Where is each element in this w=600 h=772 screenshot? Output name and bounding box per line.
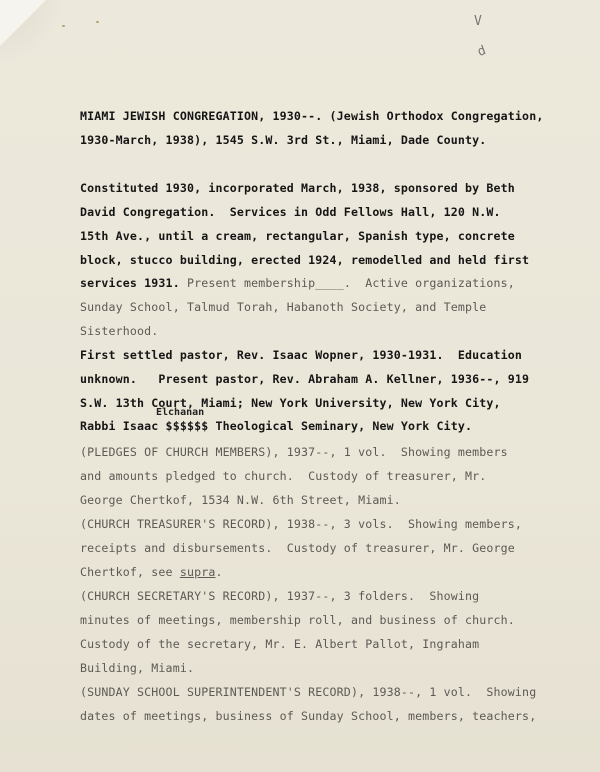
body-line: S.W. 13th Court, Miami; New York University, New York City, [80, 396, 501, 410]
body-line [80, 276, 515, 290]
record-entry [80, 565, 223, 579]
body-line: David Congregation. Services in Odd Fellows Hall, 120 N.W. [80, 205, 501, 219]
body-line: Sisterhood. [80, 324, 159, 338]
body-line: 15th Ave., until a cream, rectangular, Spanish type, concrete [80, 229, 515, 243]
record-entry: (CHURCH TREASURER'S RECORD), 1938--, 3 vols. Showing members, [80, 517, 523, 531]
record-text: Chertkof, see [80, 565, 180, 579]
body-line: unknown. Present pastor, Rev. Abraham A. Kellner, 1936--, 919 [80, 372, 530, 386]
record-entry: Custody of the secretary, Mr. E. Albert Pallot, Ingraham [80, 637, 480, 651]
folded-corner [0, 0, 46, 46]
record-entry: (PLEDGES OF CHURCH MEMBERS), 1937--, 1 vol. Showing members [80, 445, 508, 459]
body-line: Sunday School, Talmud Torah, Habanoth Society, and Temple [80, 300, 487, 314]
record-entry: minutes of meetings, membership roll, and business of church. [80, 613, 515, 627]
record-entry: and amounts pledged to church. Custody of treasurer, Mr. [80, 469, 487, 483]
record-entry: Building, Miami. [80, 661, 195, 675]
record-entry: (CHURCH SECRETARY'S RECORD), 1937--, 3 folders. Showing [80, 589, 480, 603]
record-entry: George Chertkof, 1534 N.W. 6th Street, Miami. [80, 493, 401, 507]
paper-speck [96, 21, 99, 23]
body-text-dark: services 1931. [80, 276, 180, 290]
body-line: block, stucco building, erected 1924, remodelled and held first [80, 253, 530, 267]
pencil-mark: d [475, 43, 489, 60]
record-entry: dates of meetings, business of Sunday School, members, teachers, [80, 709, 537, 723]
body-line: First settled pastor, Rev. Isaac Wopner, 1930-1931. Education [80, 348, 523, 362]
record-entry: receipts and disbursements. Custody of treasurer, Mr. George [80, 541, 515, 555]
header-line-1: MIAMI JEWISH CONGREGATION, 1930--. (Jewish Orthodox Congregation, [80, 109, 544, 123]
body-line: Rabbi Isaac $$$$$$ Theological Seminary, New York City. [80, 419, 473, 433]
supra-reference: supra [179, 565, 216, 579]
record-entry: (SUNDAY SCHOOL SUPERINTENDENT'S RECORD), 1938--, 1 vol. Showing [80, 685, 537, 699]
pencil-mark: V [474, 14, 482, 29]
body-text-light: Present membership____. Active organizations, [179, 276, 515, 290]
interlinear-insertion: Elchanan [156, 407, 205, 418]
header-line-2: 1930-March, 1938), 1545 S.W. 3rd St., Miami, Dade County. [80, 133, 487, 147]
record-text: . [215, 565, 223, 579]
body-line: Constituted 1930, incorporated March, 1938, sponsored by Beth [80, 181, 515, 195]
paper-speck [62, 25, 65, 27]
